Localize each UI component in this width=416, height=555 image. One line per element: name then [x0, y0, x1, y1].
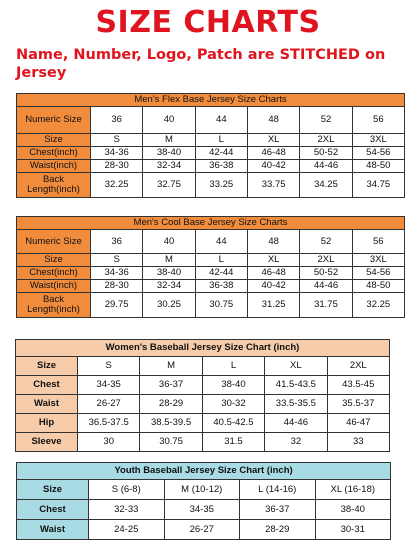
- table-cell: 30.75: [140, 433, 202, 452]
- table-cell: L (14-16): [240, 480, 316, 500]
- row-label: Size: [17, 480, 89, 500]
- table-cell: 48: [247, 107, 299, 134]
- table-row: [17, 280, 405, 293]
- row-label: Size: [17, 254, 91, 267]
- row-label: Size: [17, 134, 91, 147]
- table-row: [17, 230, 405, 254]
- table-cell: 36.5-37.5: [78, 414, 140, 433]
- table-cell: 30-31: [315, 520, 391, 540]
- row-label: Hip: [16, 414, 78, 433]
- row-label: Size: [16, 357, 78, 376]
- table-cell: 36: [91, 230, 143, 254]
- table-cell: 31.5: [202, 433, 264, 452]
- table-cell: 44: [195, 107, 247, 134]
- size-chart-caption: Youth Baseball Jersey Size Chart (inch): [17, 463, 391, 480]
- table-row: [16, 414, 390, 433]
- table-cell: 32.25: [352, 293, 404, 318]
- table-cell: 41.5-43.5: [265, 376, 327, 395]
- table-row: [17, 267, 405, 280]
- table-cell: 44-46: [300, 160, 352, 173]
- row-label: Chest: [16, 376, 78, 395]
- table-cell: 54-56: [352, 147, 404, 160]
- table-cell: 32-33: [89, 500, 165, 520]
- table-cell: 48: [247, 230, 299, 254]
- table-cell: 54-56: [352, 267, 404, 280]
- table-cell: 40.5-42.5: [202, 414, 264, 433]
- table-cell: 35.5-37: [327, 395, 389, 414]
- table-cell: L: [202, 357, 264, 376]
- table-row: [17, 147, 405, 160]
- size-chart-caption: Men's Cool Base Jersey Size Charts: [17, 217, 405, 230]
- table-cell: 28-29: [140, 395, 202, 414]
- table-cell: 52: [300, 107, 352, 134]
- table-cell: 38-40: [143, 147, 195, 160]
- table-cell: 46-48: [247, 147, 299, 160]
- table-cell: S: [78, 357, 140, 376]
- table-cell: 32.75: [143, 173, 195, 198]
- table-cell: 44: [195, 230, 247, 254]
- table-row: [16, 395, 390, 414]
- row-label: Chest(inch): [17, 147, 91, 160]
- table-cell: 36: [91, 107, 143, 134]
- table-cell: 56: [352, 230, 404, 254]
- row-label: Back Length(inch): [17, 293, 91, 318]
- table-cell: 56: [352, 107, 404, 134]
- table-cell: 24-25: [89, 520, 165, 540]
- table-cell: 2XL: [300, 134, 352, 147]
- table-cell: 44-46: [300, 280, 352, 293]
- row-label: Waist: [16, 395, 78, 414]
- table-row: [17, 254, 405, 267]
- table-cell: 42-44: [195, 147, 247, 160]
- table-cell: 52: [300, 230, 352, 254]
- women-baseball-size-table: [15, 339, 390, 452]
- table-cell: 46-48: [247, 267, 299, 280]
- table-cell: 34.75: [352, 173, 404, 198]
- table-cell: 34-36: [91, 147, 143, 160]
- table-cell: 42-44: [195, 267, 247, 280]
- table-cell: 30.25: [143, 293, 195, 318]
- row-label: Chest: [17, 500, 89, 520]
- table-cell: 36-37: [140, 376, 202, 395]
- table-cell: 38-40: [315, 500, 391, 520]
- row-label: Numeric Size: [17, 107, 91, 134]
- table-cell: 38-40: [202, 376, 264, 395]
- table-cell: 32.25: [91, 173, 143, 198]
- table-cell: 40: [143, 230, 195, 254]
- table-cell: 31.75: [300, 293, 352, 318]
- table-cell: 34-35: [164, 500, 240, 520]
- table-cell: 40: [143, 107, 195, 134]
- table-cell: 30-32: [202, 395, 264, 414]
- table-cell: 50-52: [300, 147, 352, 160]
- table-cell: 48-50: [352, 160, 404, 173]
- row-label: Chest(inch): [17, 267, 91, 280]
- table-cell: 40-42: [247, 280, 299, 293]
- table-cell: 28-29: [240, 520, 316, 540]
- table-cell: 36-38: [195, 160, 247, 173]
- table-cell: 26-27: [78, 395, 140, 414]
- table-row: [16, 357, 390, 376]
- table-cell: 40-42: [247, 160, 299, 173]
- table-cell: 43.5-45: [327, 376, 389, 395]
- table-cell: M (10-12): [164, 480, 240, 500]
- table-cell: XL: [265, 357, 327, 376]
- table-cell: 33: [327, 433, 389, 452]
- table-cell: M: [143, 134, 195, 147]
- table-cell: 50-52: [300, 267, 352, 280]
- row-label: Numeric Size: [17, 230, 91, 254]
- table-row: [17, 134, 405, 147]
- table-cell: 30.75: [195, 293, 247, 318]
- table-row: [17, 500, 391, 520]
- table-cell: 32-34: [143, 160, 195, 173]
- table-cell: XL: [247, 254, 299, 267]
- table-cell: 48-50: [352, 280, 404, 293]
- table-row: [16, 376, 390, 395]
- table-cell: 34.25: [300, 173, 352, 198]
- table-cell: S: [91, 254, 143, 267]
- page-title: SIZE CHARTS: [95, 5, 321, 40]
- table-row: [17, 107, 405, 134]
- table-cell: M: [140, 357, 202, 376]
- table-cell: 3XL: [352, 254, 404, 267]
- men-cool-base-size-table: [16, 216, 405, 318]
- row-label: Back Length(inch): [17, 173, 91, 198]
- table-cell: 32: [265, 433, 327, 452]
- table-cell: 44-46: [265, 414, 327, 433]
- table-row: [17, 480, 391, 500]
- table-cell: XL: [247, 134, 299, 147]
- table-cell: 34-36: [91, 267, 143, 280]
- table-cell: 29.75: [91, 293, 143, 318]
- size-chart-caption: Men's Flex Base Jersey Size Charts: [17, 94, 405, 107]
- table-cell: 2XL: [327, 357, 389, 376]
- row-label: Waist(inch): [17, 160, 91, 173]
- row-label: Waist: [17, 520, 89, 540]
- table-cell: 38.5-39.5: [140, 414, 202, 433]
- table-cell: 2XL: [300, 254, 352, 267]
- table-cell: 46-47: [327, 414, 389, 433]
- table-cell: 28-30: [91, 280, 143, 293]
- table-cell: XL (16-18): [315, 480, 391, 500]
- table-cell: 33.75: [247, 173, 299, 198]
- table-row: [17, 173, 405, 198]
- row-label: Waist(inch): [17, 280, 91, 293]
- table-cell: 34-35: [78, 376, 140, 395]
- table-row: [16, 433, 390, 452]
- table-cell: 3XL: [352, 134, 404, 147]
- table-cell: S (6-8): [89, 480, 165, 500]
- table-row: [17, 293, 405, 318]
- table-cell: L: [195, 254, 247, 267]
- table-cell: 38-40: [143, 267, 195, 280]
- table-cell: 30: [78, 433, 140, 452]
- table-cell: 28-30: [91, 160, 143, 173]
- table-row: [17, 520, 391, 540]
- table-row: [17, 160, 405, 173]
- size-chart-caption: Women's Baseball Jersey Size Chart (inch): [16, 340, 390, 357]
- stitched-notice: Name, Number, Logo, Patch are STITCHED on Jersey: [16, 47, 386, 81]
- men-flex-base-size-table: [16, 93, 405, 198]
- table-cell: 33.25: [195, 173, 247, 198]
- table-cell: S: [91, 134, 143, 147]
- table-cell: 32-34: [143, 280, 195, 293]
- youth-baseball-size-table: [16, 462, 391, 540]
- table-cell: 36-37: [240, 500, 316, 520]
- table-cell: M: [143, 254, 195, 267]
- table-cell: 26-27: [164, 520, 240, 540]
- table-cell: 31.25: [247, 293, 299, 318]
- table-cell: 36-38: [195, 280, 247, 293]
- table-cell: L: [195, 134, 247, 147]
- table-cell: 33.5-35.5: [265, 395, 327, 414]
- row-label: Sleeve: [16, 433, 78, 452]
